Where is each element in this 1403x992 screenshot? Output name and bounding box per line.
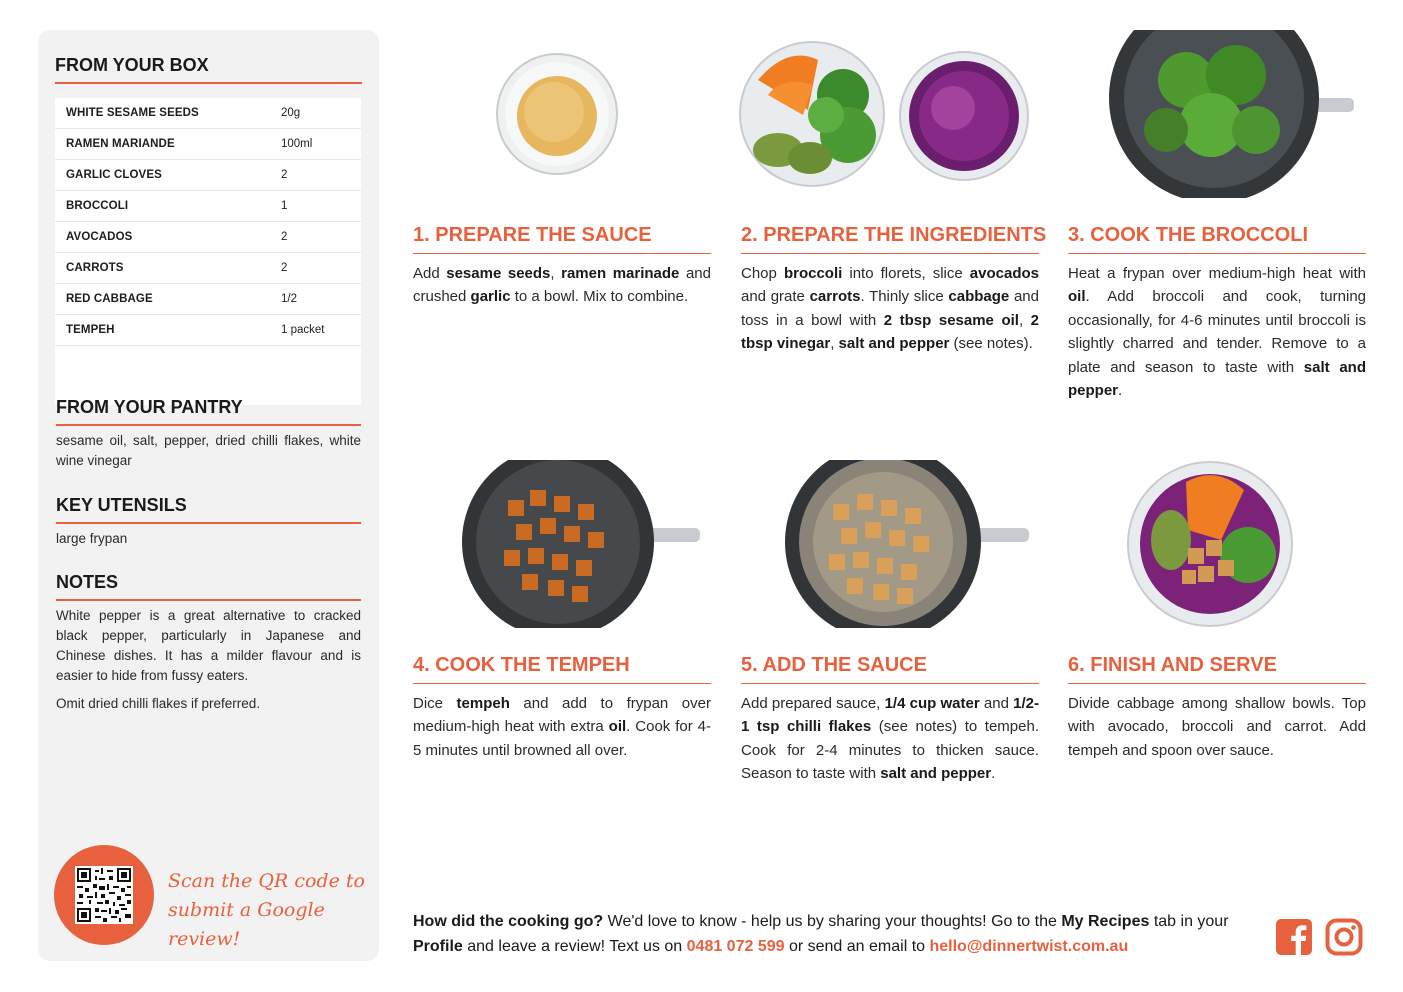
step-emphasis: carrots — [809, 288, 861, 306]
broccoli-pan-image — [1106, 30, 1356, 198]
step-text: to a bowl. Mix to combine. — [510, 288, 689, 306]
step-emphasis: garlic — [470, 288, 511, 306]
ingredient-quantity: 1 — [281, 200, 288, 212]
ingredient-quantity: 20g — [281, 107, 301, 119]
box-ingredient-row — [55, 222, 361, 253]
ingredient-name: BROCCOLI — [66, 200, 129, 212]
ingredient-name: GARLIC CLOVES — [66, 169, 162, 181]
step-text: . Add broccoli and cook, turning occasionally, for 4-6 minutes until broccoli is slightly charred and tender. Remove to a plate and season to taste with — [1068, 288, 1366, 376]
step-text: , — [830, 335, 839, 353]
step-body — [413, 262, 711, 309]
sidebar — [38, 30, 379, 961]
ingredient-quantity: 100ml — [281, 138, 313, 150]
box-ingredient-row — [55, 284, 361, 315]
step-body — [1068, 692, 1366, 762]
step-text: Heat a frypan over medium-high heat with — [1068, 265, 1366, 282]
step-emphasis: sesame seeds — [446, 265, 551, 282]
pantry-text: sesame oil, salt, pepper, dried chilli flakes, white wine vinegar — [56, 433, 361, 468]
ingredient-name: RAMEN MARIANDE — [66, 138, 175, 150]
instagram-icon[interactable] — [1325, 918, 1363, 956]
step-emphasis: 1/2-1 tsp chilli flakes — [741, 695, 1039, 736]
step-text: Add — [413, 265, 447, 282]
ingredient-name: CARROTS — [66, 262, 124, 274]
footer-question: How did the cooking go? — [413, 913, 604, 930]
footer-text-4: or send an email to — [784, 938, 930, 955]
sauce-pan-image — [783, 460, 1031, 628]
box-ingredient-row — [55, 129, 361, 160]
ingredient-quantity: 2 — [281, 231, 288, 243]
finished-bowl-image — [1126, 460, 1294, 628]
step-emphasis: oil — [608, 718, 627, 736]
step-title: 2. PREPARE THE INGREDIENTS — [741, 224, 1039, 254]
step-emphasis: cabbage — [948, 288, 1010, 306]
facebook-icon[interactable] — [1275, 918, 1313, 956]
tempeh-pan-image — [460, 460, 702, 628]
step-title: 6. FINISH AND SERVE — [1068, 654, 1366, 684]
footer-text-2: tab in your — [1149, 913, 1229, 930]
qr-caption — [168, 867, 368, 954]
phone-link[interactable]: 0481 072 599 — [686, 938, 785, 955]
notes-paragraph-2: Omit dried chilli flakes if preferred. — [56, 696, 261, 711]
box-ingredients-table — [55, 98, 361, 405]
step-text: Divide cabbage among shallow bowls. Top with avocado, broccoli and carrot. Add tempeh and spoon over sauce. — [1068, 695, 1366, 759]
step-emphasis: avocados — [969, 265, 1039, 282]
from-your-box-heading: FROM YOUR BOX — [55, 55, 362, 84]
step-text: and toss in a bowl with — [741, 288, 1039, 329]
ingredient-quantity: 1 packet — [281, 324, 325, 336]
step-text: and crushed — [413, 265, 711, 306]
ingredient-name: TEMPEH — [66, 324, 115, 336]
step-text: Chop — [741, 265, 784, 282]
step-text: . — [1118, 382, 1123, 400]
step-text: Add prepared sauce, — [741, 695, 885, 712]
sauce-bowl-image — [494, 52, 620, 176]
step-text: , — [1018, 311, 1031, 329]
pantry-heading: FROM YOUR PANTRY — [56, 397, 361, 426]
qr-code-icon[interactable] — [75, 866, 133, 924]
vegetables-image — [738, 40, 1032, 190]
step-text: into florets, slice — [842, 265, 970, 282]
ingredient-quantity: 2 — [281, 262, 288, 274]
box-ingredient-row — [55, 253, 361, 284]
qr-badge[interactable] — [54, 845, 154, 945]
utensils-heading: KEY UTENSILS — [56, 495, 361, 524]
notes-heading: NOTES — [56, 572, 361, 601]
step-title: 4. COOK THE TEMPEH — [413, 654, 711, 684]
step-emphasis: salt and pepper — [838, 335, 950, 353]
footer-text-3: and leave a review! Text us on — [462, 938, 687, 955]
step-text: . Cook for 4-5 minutes until browned all over. — [413, 718, 712, 759]
box-ingredient-row — [55, 98, 361, 129]
step-emphasis: tempeh — [456, 695, 510, 712]
ingredient-quantity: 2 — [281, 169, 288, 181]
box-ingredient-row — [55, 315, 361, 346]
step-emphasis: oil — [1068, 288, 1086, 306]
step-text: . Thinly slice — [860, 288, 949, 306]
step-body — [741, 262, 1039, 356]
step-emphasis: ramen marinade — [561, 265, 680, 282]
utensils-text: large frypan — [56, 531, 128, 546]
step-emphasis: broccoli — [783, 265, 843, 282]
step-emphasis: 2 tbsp vinegar — [741, 311, 1040, 353]
box-ingredient-row — [55, 160, 361, 191]
step-body — [741, 692, 1039, 786]
step-text: , — [550, 265, 562, 282]
step-text: and add to frypan over medium-high heat with extra — [413, 695, 711, 736]
step-emphasis: 1/4 cup water — [884, 695, 980, 712]
step-body — [1068, 262, 1366, 402]
review-footer — [413, 909, 1263, 959]
step-title: 3. COOK THE BROCCOLI — [1068, 224, 1366, 254]
step-emphasis: salt and pepper — [1068, 358, 1366, 400]
step-emphasis: salt and pepper — [880, 765, 992, 783]
ingredient-name: AVOCADOS — [66, 231, 133, 243]
step-text: and — [979, 695, 1014, 712]
step-body — [413, 692, 711, 762]
step-emphasis: 2 tbsp sesame oil — [883, 311, 1019, 329]
footer-text-1: We'd love to know - help us by sharing your thoughts! Go to the — [603, 913, 1062, 930]
step-text: and grate — [741, 288, 810, 306]
notes-paragraph-1: White pepper is a great alternative to cracked black pepper, particularly in Japanese and Chinese dishes. It has a milder flavour and is easier to hide from fussy eaters. — [56, 608, 361, 683]
ingredient-quantity: 1/2 — [281, 293, 297, 305]
box-ingredient-row — [55, 191, 361, 222]
ingredient-name: RED CABBAGE — [66, 293, 153, 305]
qr-caption-line-1: Scan the QR code to — [168, 870, 365, 892]
step-text: Dice — [413, 695, 457, 712]
ingredient-name: WHITE SESAME SEEDS — [66, 107, 199, 119]
step-text: (see notes). — [949, 335, 1033, 353]
email-link[interactable]: hello@dinnertwist.com.au — [929, 938, 1129, 955]
step-text: (see notes) to tempeh. Cook for 2-4 minutes to thicken sauce. Season to taste with — [741, 718, 1039, 783]
step-text: . — [991, 765, 996, 783]
step-title: 5. ADD THE SAUCE — [741, 654, 1039, 684]
step-title: 1. PREPARE THE SAUCE — [413, 224, 711, 254]
my-recipes-label: My Recipes — [1061, 913, 1150, 930]
profile-label: Profile — [413, 938, 463, 955]
qr-caption-line-2: submit a Google review! — [168, 899, 325, 950]
